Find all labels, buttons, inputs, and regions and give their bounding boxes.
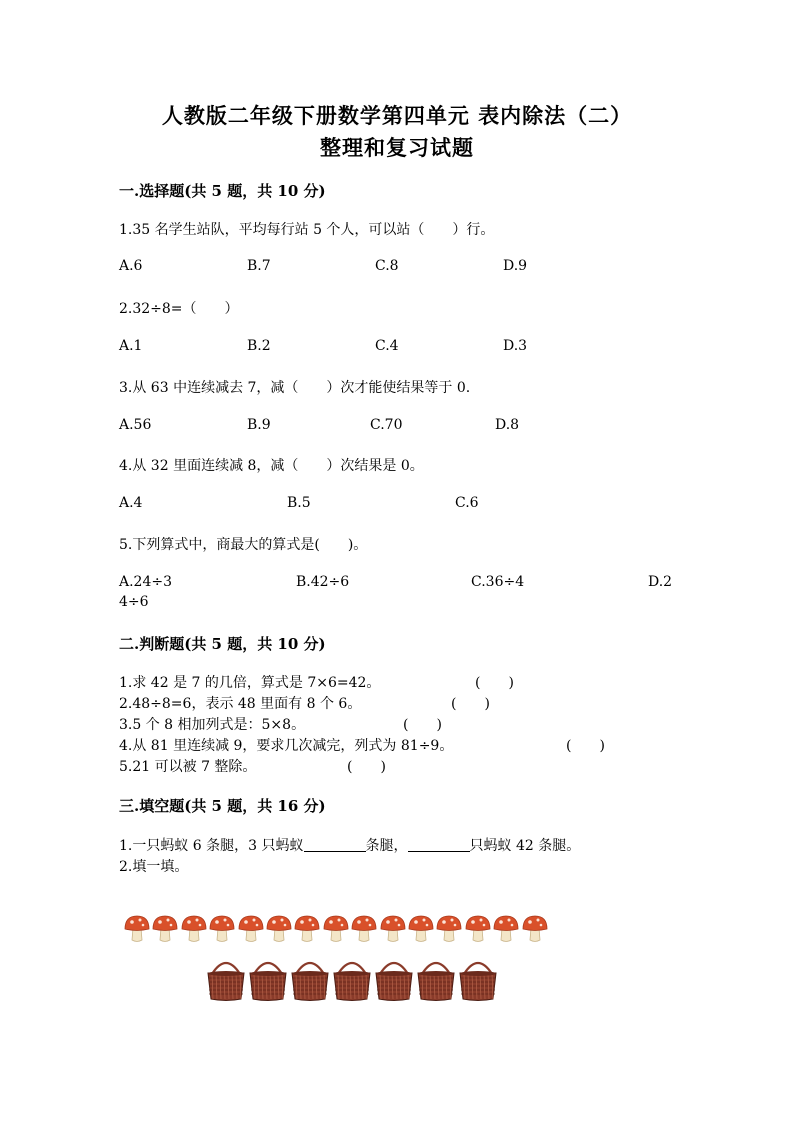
judge-question: 2.48÷8=6，表示 48 里面有 8 个 6。 (119, 696, 362, 712)
option: C.8 (375, 258, 399, 274)
section-judge-heading: 二.判断题(共 5 题，共 10 分) (119, 635, 326, 653)
option: C.4 (375, 338, 399, 354)
question-text: 4.从 32 里面连续减 8，减（ ）次结果是 0。 (119, 458, 424, 474)
option: D.9 (503, 258, 528, 274)
basket-row (206, 956, 506, 1004)
mushroom-icon (209, 913, 235, 943)
mushroom-icon (323, 913, 349, 943)
basket-icon (416, 956, 456, 1002)
mushroom-icon (351, 913, 377, 943)
mushroom-icon (380, 913, 406, 943)
option: D.2 (648, 574, 673, 590)
fill-text: 条腿， (365, 838, 408, 854)
judge-question: 1.求 42 是 7 的几倍，算式是 7×6=42。 (119, 675, 381, 691)
mushroom-icon (436, 913, 462, 943)
fill-text: 只蚂蚁 42 条腿。 (469, 838, 581, 854)
mushroom-icon (294, 913, 320, 943)
question-text: 5.下列算式中，商最大的算式是( )。 (119, 537, 368, 553)
answer-paren: ( ) (475, 675, 514, 691)
option: C.36÷4 (471, 574, 525, 590)
option: A.6 (119, 258, 143, 274)
judge-question: 5.21 可以被 7 整除。 (119, 759, 257, 775)
mushroom-icon (522, 913, 548, 943)
answer-paren: ( ) (451, 696, 490, 712)
basket-icon (206, 956, 246, 1002)
mushroom-icon (266, 913, 292, 943)
option: B.7 (247, 258, 271, 274)
option-wrap: 4÷6 (119, 594, 149, 610)
page-title-line1: 人教版二年级下册数学第四单元 表内除法（二） (161, 103, 633, 128)
option: C.6 (455, 495, 479, 511)
basket-icon (374, 956, 414, 1002)
answer-paren: ( ) (566, 738, 605, 754)
mushroom-icon (408, 913, 434, 943)
answer-paren: ( ) (347, 759, 386, 775)
option: D.3 (503, 338, 528, 354)
basket-icon (290, 956, 330, 1002)
fill-text: 1.一只蚂蚁 6 条腿，3 只蚂蚁 (119, 838, 304, 854)
question-text: 2.32÷8=（ ） (119, 301, 239, 317)
option: A.4 (119, 495, 143, 511)
option: A.1 (119, 338, 143, 354)
question-text: 1.35 名学生站队，平均每行站 5 个人，可以站（ ）行。 (119, 222, 495, 238)
option: B.2 (247, 338, 271, 354)
mushroom-row (124, 913, 574, 945)
section-fill-heading: 三.填空题(共 5 题，共 16 分) (119, 797, 326, 815)
mushroom-icon (465, 913, 491, 943)
mushroom-icon (152, 913, 178, 943)
section-choice-heading: 一.选择题(共 5 题，共 10 分) (119, 182, 326, 200)
fill-question-1 (119, 835, 580, 855)
mushroom-icon (124, 913, 150, 943)
option: B.42÷6 (296, 574, 350, 590)
option: B.5 (287, 495, 311, 511)
mushroom-icon (493, 913, 519, 943)
mushroom-icon (238, 913, 264, 943)
option: A.24÷3 (119, 574, 173, 590)
basket-icon (332, 956, 372, 1002)
answer-paren: ( ) (403, 717, 442, 733)
page-title-line2: 整理和复习试题 (320, 135, 474, 160)
option: A.56 (119, 417, 152, 433)
judge-question: 4.从 81 里连续减 9，要求几次减完，列式为 81÷9。 (119, 738, 454, 754)
fill-question-2: 2.填一填。 (119, 859, 189, 875)
answer-blank[interactable] (408, 837, 470, 852)
option: C.70 (370, 417, 403, 433)
mushroom-icon (181, 913, 207, 943)
basket-icon (248, 956, 288, 1002)
question-text: 3.从 63 中连续减去 7，减（ ）次才能使结果等于 0. (119, 380, 471, 396)
option: B.9 (247, 417, 271, 433)
basket-icon (458, 956, 498, 1002)
option: D.8 (495, 417, 520, 433)
judge-question: 3.5 个 8 相加列式是：5×8。 (119, 717, 306, 733)
answer-blank[interactable] (304, 837, 366, 852)
